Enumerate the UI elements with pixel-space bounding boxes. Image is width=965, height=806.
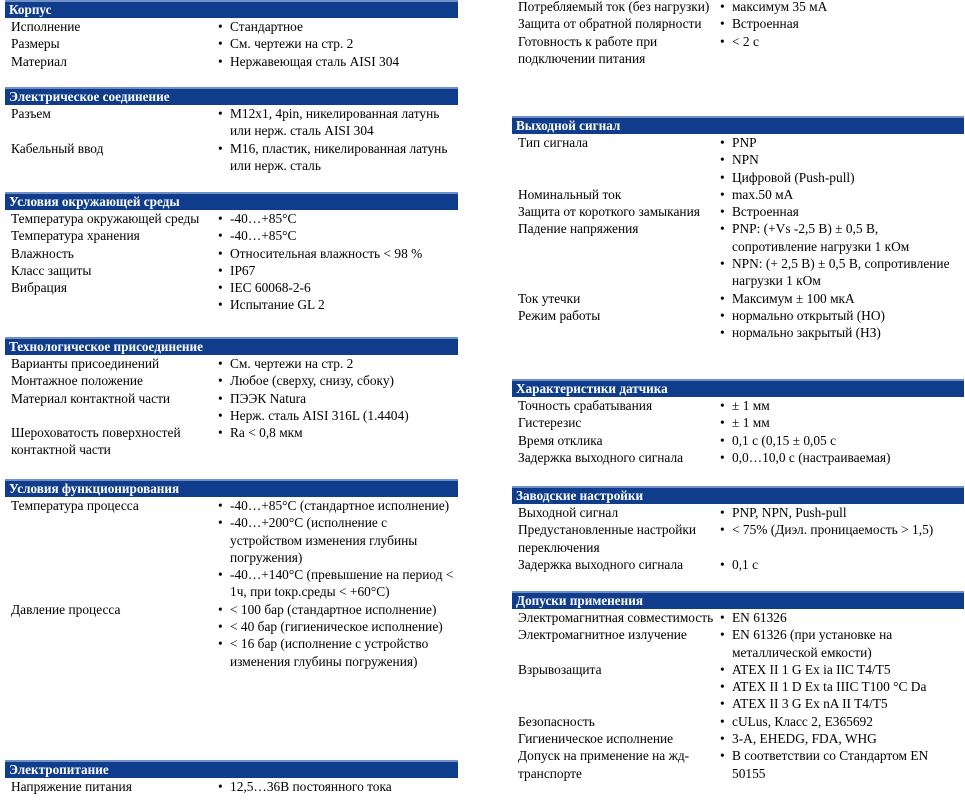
spec-section xyxy=(5,87,458,174)
spec-value: • максимум 35 мА xyxy=(718,0,964,15)
spec-label: Выходной сигнал xyxy=(518,505,619,520)
spec-section xyxy=(512,0,964,67)
spec-values xyxy=(216,497,458,601)
spec-section xyxy=(5,479,458,670)
spec-row xyxy=(5,601,458,670)
spec-label: Гигиеническое исполнение xyxy=(518,731,674,747)
spec-row xyxy=(512,0,964,15)
spec-values xyxy=(718,556,964,573)
spec-values xyxy=(216,601,458,670)
spec-row xyxy=(5,778,458,795)
spec-values xyxy=(216,105,458,140)
spec-row xyxy=(512,661,964,713)
spec-label: Гистерезис xyxy=(518,415,582,431)
spec-label: Предустановленные настройки переключения xyxy=(518,522,697,555)
spec-values xyxy=(216,35,458,52)
spec-section xyxy=(512,486,964,573)
spec-value: • 0,1 с xyxy=(718,556,964,573)
spec-label: Напряжение питания xyxy=(11,779,132,794)
spec-value: • NPN: (+ 2,5 B) ± 0,5 B, сопротивление нагрузки 1 кОм xyxy=(718,255,964,290)
spec-label: Варианты присоединений xyxy=(11,356,160,371)
section-heading: Электрическое соединение xyxy=(5,87,458,105)
spec-row xyxy=(512,414,964,431)
spec-row xyxy=(5,210,458,227)
section-heading: Условия окружающей среды xyxy=(5,192,458,210)
spec-row xyxy=(5,355,458,372)
spec-label: Ток утечки xyxy=(518,290,581,306)
spec-label: Электромагнитное излучение xyxy=(518,627,687,643)
spec-row xyxy=(5,262,458,279)
spec-row xyxy=(512,449,964,466)
spec-values xyxy=(216,778,458,795)
spec-value: • Ra < 0,8 мкм xyxy=(216,424,458,441)
spec-label: Защита от короткого замыкания xyxy=(518,204,700,220)
spec-label: Тип сигнала xyxy=(518,135,588,150)
spec-values xyxy=(718,186,964,203)
section-heading: Допуски применения xyxy=(512,591,964,609)
spec-value: • M16, пластик, никелированная латунь или нерж. сталь xyxy=(216,140,458,175)
spec-label: Температура хранения xyxy=(11,228,140,244)
spec-label: Исполнение xyxy=(11,19,81,34)
section-heading: Заводские настройки xyxy=(512,486,964,504)
spec-label: Задержка выходного сигнала xyxy=(518,449,684,465)
spec-value: • В соответствии со Стандартом EN 50155 xyxy=(718,747,964,782)
section-heading: Характеристики датчика xyxy=(512,379,964,397)
spec-value: • < 40 бар (гигиеническое исполнение) xyxy=(216,618,458,635)
spec-values xyxy=(718,203,964,220)
spec-value: • 0,0…10,0 с (настраиваемая) xyxy=(718,449,964,466)
spec-value: • NPN xyxy=(718,151,964,168)
spec-values xyxy=(718,609,964,626)
spec-values xyxy=(718,134,964,186)
spec-section xyxy=(512,379,964,466)
spec-row xyxy=(5,372,458,389)
spec-row xyxy=(512,747,964,782)
spec-row xyxy=(5,497,458,601)
spec-value: • < 2 с xyxy=(718,33,964,50)
spec-value: • -40…+85°C (стандартное исполнение) xyxy=(216,497,458,514)
spec-section xyxy=(5,192,458,314)
spec-row xyxy=(512,609,964,626)
spec-value: • PNP: (+Vs -2,5 B) ± 0,5 B, сопротивление нагрузки 1 кОм xyxy=(718,220,964,255)
spec-row xyxy=(5,424,458,459)
spec-value: • Встроенная xyxy=(718,203,964,220)
spec-value: • См. чертежи на стр. 2 xyxy=(216,35,458,52)
spec-values xyxy=(216,262,458,279)
spec-value: • ATEX II 1 G Ex ia IIC T4/T5 xyxy=(718,661,964,678)
spec-value: • Любое (сверху, снизу, сбоку) xyxy=(216,372,458,389)
spec-values xyxy=(216,53,458,70)
spec-value: • Относительная влажность < 98 % xyxy=(216,245,458,262)
spec-value: • Цифровой (Push-pull) xyxy=(718,169,964,186)
spec-row xyxy=(5,105,458,140)
spec-value: • PNP xyxy=(718,134,964,151)
spec-value: • нормально закрытый (НЗ) xyxy=(718,324,964,341)
spec-value: • < 75% (Диэл. проницаемость > 1,5) xyxy=(718,521,964,538)
spec-row xyxy=(512,713,964,730)
spec-label: Кабельный ввод xyxy=(11,140,104,156)
spec-section xyxy=(5,760,458,795)
spec-label: Готовность к работе при подключении питания xyxy=(518,33,658,66)
spec-label: Материал контактной части xyxy=(11,390,171,406)
spec-label: Температура окружающей среды xyxy=(11,211,200,226)
spec-value: • ATEX II 1 D Ex ta IIIC T100 °C Da xyxy=(718,678,964,695)
spec-label: Потребляемый ток (без нагрузки) xyxy=(518,0,710,14)
spec-row xyxy=(512,556,964,573)
section-heading: Выходной сигнал xyxy=(512,116,964,134)
spec-value: • 3-A, EHEDG, FDA, WHG xyxy=(718,730,964,747)
section-heading: Корпус xyxy=(5,0,458,18)
spec-row xyxy=(512,220,964,289)
spec-label: Режим работы xyxy=(518,307,601,323)
spec-value: • M12x1, 4pin, никелированная латунь или нерж. сталь AISI 304 xyxy=(216,105,458,140)
spec-value: • 12,5…36В постоянного тока xyxy=(216,778,458,795)
spec-values xyxy=(718,713,964,730)
section-heading: Условия функционирования xyxy=(5,479,458,497)
spec-value: • cULus, Класс 2, E365692 xyxy=(718,713,964,730)
spec-value: • ± 1 мм xyxy=(718,397,964,414)
spec-value: • ATEX II 3 G Ex nA II T4/T5 xyxy=(718,695,964,712)
spec-label: Безопасность xyxy=(518,713,595,729)
spec-row xyxy=(5,18,458,35)
spec-label: Время отклика xyxy=(518,432,603,448)
spec-values xyxy=(718,747,964,782)
spec-values xyxy=(216,18,458,35)
spec-label: Материал xyxy=(11,53,67,69)
spec-value: • нормально открытый (НО) xyxy=(718,307,964,324)
spec-values xyxy=(216,210,458,227)
spec-row xyxy=(512,397,964,414)
spec-row xyxy=(512,730,964,747)
spec-label: Температура процесса xyxy=(11,498,139,513)
spec-label: Защита от обратной полярности xyxy=(518,16,702,32)
spec-label: Электромагнитная совместимость xyxy=(518,610,714,625)
spec-value: • IP67 xyxy=(216,262,458,279)
spec-values xyxy=(718,33,964,68)
spec-value: • -40…+85°C xyxy=(216,210,458,227)
spec-label: Давление процесса xyxy=(11,601,121,617)
spec-label: Влажность xyxy=(11,245,74,261)
spec-label: Точность срабатывания xyxy=(518,398,653,413)
spec-label: Падение напряжения xyxy=(518,221,639,237)
spec-value: • EN 61326 xyxy=(718,609,964,626)
spec-label: Шероховатость поверхностей контактной части xyxy=(11,425,181,458)
spec-values xyxy=(718,0,964,15)
spec-values xyxy=(216,140,458,175)
section-heading: Технологическое присоединение xyxy=(5,337,458,355)
spec-value: • Нержавеющая сталь AISI 304 xyxy=(216,53,458,70)
spec-values xyxy=(216,227,458,244)
spec-value: • Максимум ± 100 мкА xyxy=(718,290,964,307)
spec-value: • < 16 бар (исполнение с устройство изменения глубины погружения) xyxy=(216,635,458,670)
spec-values xyxy=(216,424,458,459)
spec-value: • Встроенная xyxy=(718,15,964,32)
spec-row xyxy=(512,290,964,307)
spec-row xyxy=(512,134,964,186)
spec-value: • max.50 мА xyxy=(718,186,964,203)
spec-values xyxy=(216,390,458,425)
spec-label: Класс защиты xyxy=(11,262,92,278)
spec-values xyxy=(718,414,964,431)
spec-values xyxy=(718,432,964,449)
spec-label: Допуск на применение на жд-транспорте xyxy=(518,748,690,781)
spec-row xyxy=(512,186,964,203)
spec-label: Номинальный ток xyxy=(518,186,622,202)
spec-values xyxy=(718,15,964,32)
spec-values xyxy=(718,290,964,307)
spec-label: Разъем xyxy=(11,106,51,121)
spec-row xyxy=(5,35,458,52)
spec-row xyxy=(512,521,964,556)
spec-values xyxy=(718,626,964,661)
spec-row xyxy=(512,307,964,342)
spec-row xyxy=(512,504,964,521)
spec-value: • IEC 60068-2-6 xyxy=(216,279,458,296)
spec-label: Монтажное положение xyxy=(11,373,143,389)
spec-value: • ± 1 мм xyxy=(718,414,964,431)
spec-value: • -40…+140°C (превышение на период < 1ч, при tокр.среды < +60°C) xyxy=(216,566,458,601)
spec-row xyxy=(5,140,458,175)
spec-label: Вибрация xyxy=(11,280,68,296)
spec-value: • Стандартное xyxy=(216,18,458,35)
spec-value: • Нерж. сталь AISI 316L (1.4404) xyxy=(216,407,458,424)
spec-row xyxy=(512,15,964,32)
spec-values xyxy=(718,220,964,289)
spec-section xyxy=(5,0,458,70)
spec-values xyxy=(718,730,964,747)
spec-row xyxy=(5,245,458,262)
spec-section xyxy=(5,337,458,459)
spec-row xyxy=(5,279,458,314)
spec-values xyxy=(718,449,964,466)
spec-label: Размеры xyxy=(11,36,60,52)
spec-row xyxy=(512,203,964,220)
spec-section xyxy=(512,591,964,782)
spec-value: • PNP, NPN, Push-pull xyxy=(718,504,964,521)
spec-value: • Испытание GL 2 xyxy=(216,296,458,313)
spec-row xyxy=(512,626,964,661)
section-heading: Электропитание xyxy=(5,760,458,778)
spec-value: • EN 61326 (при установке на металлической емкости) xyxy=(718,626,964,661)
spec-section xyxy=(512,116,964,342)
spec-values xyxy=(718,397,964,414)
spec-values xyxy=(216,245,458,262)
spec-values xyxy=(718,521,964,556)
spec-label: Задержка выходного сигнала xyxy=(518,556,684,572)
spec-value: • См. чертежи на стр. 2 xyxy=(216,355,458,372)
spec-values xyxy=(718,661,964,713)
spec-row xyxy=(5,53,458,70)
spec-value: • -40…+85°C xyxy=(216,227,458,244)
spec-row xyxy=(512,432,964,449)
spec-values xyxy=(216,372,458,389)
spec-row xyxy=(5,390,458,425)
spec-label: Взрывозащита xyxy=(518,661,602,677)
spec-value: • ПЭЭК Natura xyxy=(216,390,458,407)
spec-values xyxy=(718,307,964,342)
spec-values xyxy=(216,355,458,372)
spec-values xyxy=(718,504,964,521)
spec-value: • -40…+200°C (исполнение с устройством изменения глубины погружения) xyxy=(216,514,458,566)
spec-value: • 0,1 с (0,15 ± 0,05 с xyxy=(718,432,964,449)
spec-values xyxy=(216,279,458,314)
spec-row xyxy=(5,227,458,244)
spec-row xyxy=(512,33,964,68)
spec-value: • < 100 бар (стандартное исполнение) xyxy=(216,601,458,618)
